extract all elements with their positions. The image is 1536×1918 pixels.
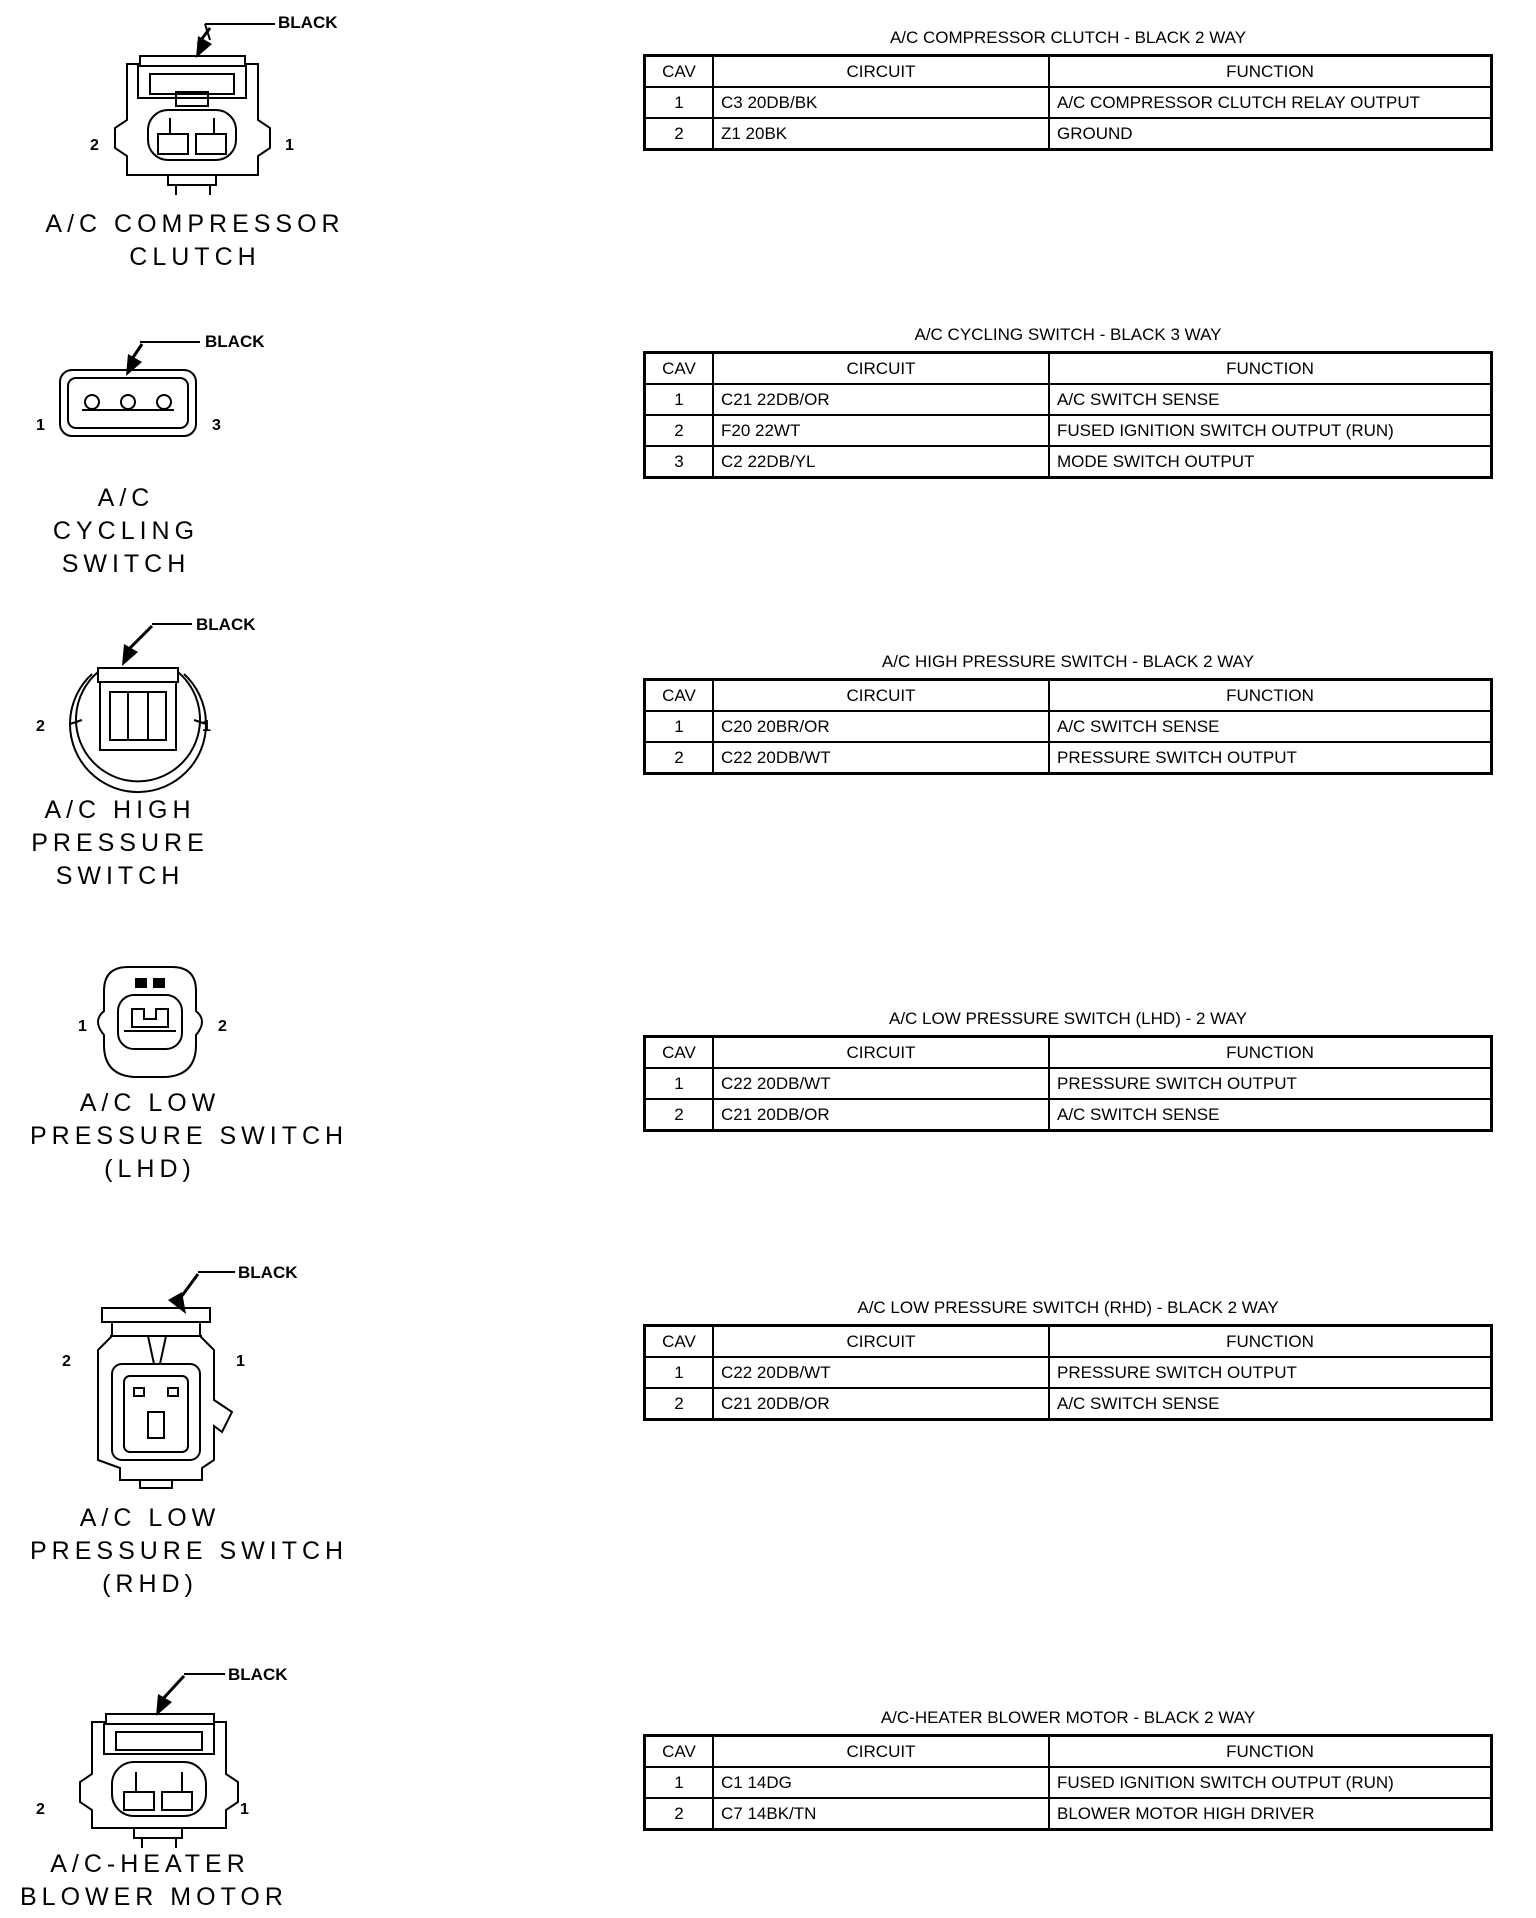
cell-cav: 1 (645, 87, 714, 118)
blower-motor-pin-label-left: 2 (36, 1801, 45, 1818)
low-pressure-switch-rhd-table-title: A/C LOW PRESSURE SWITCH (RHD) - BLACK 2 WAY (857, 1298, 1279, 1317)
table-header-row (645, 56, 1492, 88)
cycling-switch-pin-table (643, 351, 1493, 479)
cell-function: PRESSURE SWITCH OUTPUT (1049, 1357, 1492, 1388)
low-pressure-switch-lhd-pin-table (643, 1035, 1493, 1132)
header-cav: CAV (645, 1037, 714, 1069)
high-pressure-switch-name-line: A/C HIGH (44, 796, 196, 824)
cell-circuit: C20 20BR/OR (713, 711, 1049, 742)
connector-section-blower-motor (0, 1650, 1536, 1918)
table-header-row (645, 1037, 1492, 1069)
table-header-row (645, 353, 1492, 385)
cell-cav: 1 (645, 1767, 714, 1798)
cell-cav: 2 (645, 1388, 714, 1420)
cell-function: A/C SWITCH SENSE (1049, 711, 1492, 742)
cell-circuit: C22 20DB/WT (713, 1068, 1049, 1099)
table-row (645, 711, 1492, 742)
cell-cav: 2 (645, 415, 714, 446)
low-pressure-switch-lhd-name (30, 1087, 349, 1186)
header-circuit: CIRCUIT (713, 1326, 1049, 1358)
cell-circuit: C22 20DB/WT (713, 1357, 1049, 1388)
header-cav: CAV (645, 56, 714, 88)
table-row (645, 1767, 1492, 1798)
cell-cav: 1 (645, 711, 714, 742)
cell-cav: 1 (645, 1357, 714, 1388)
cell-circuit: F20 22WT (713, 415, 1049, 446)
table-row (645, 118, 1492, 150)
header-function: FUNCTION (1049, 353, 1492, 385)
cell-function: A/C COMPRESSOR CLUTCH RELAY OUTPUT (1049, 87, 1492, 118)
cycling-switch-name-line: A/C (97, 484, 155, 512)
high-pressure-switch-pin-label-right: 1 (202, 718, 211, 735)
blower-motor-name-line: A/C-HEATER (50, 1850, 250, 1878)
header-cav: CAV (645, 1326, 714, 1358)
cell-circuit: C7 14BK/TN (713, 1798, 1049, 1830)
compressor-clutch-pin-table (643, 54, 1493, 151)
cell-cav: 2 (645, 1099, 714, 1131)
connector-section-low-pressure-switch-rhd (0, 1240, 1536, 1610)
low-pressure-switch-rhd-pin-label-left: 2 (62, 1353, 71, 1370)
cell-cav: 2 (645, 118, 714, 150)
cell-function: FUSED IGNITION SWITCH OUTPUT (RUN) (1049, 415, 1492, 446)
connector-section-compressor-clutch (0, 0, 1536, 300)
low-pressure-switch-lhd-pin-label-right: 2 (218, 1018, 227, 1035)
cell-circuit: C2 22DB/YL (713, 446, 1049, 478)
high-pressure-switch-name-line: SWITCH (55, 862, 185, 890)
low-pressure-switch-lhd-name-line: A/C LOW (79, 1089, 221, 1117)
table-row (645, 87, 1492, 118)
table-row (645, 415, 1492, 446)
cell-circuit: C21 20DB/OR (713, 1099, 1049, 1131)
cell-function: PRESSURE SWITCH OUTPUT (1049, 1068, 1492, 1099)
cell-function: MODE SWITCH OUTPUT (1049, 446, 1492, 478)
cell-function: BLOWER MOTOR HIGH DRIVER (1049, 1798, 1492, 1830)
header-function: FUNCTION (1049, 680, 1492, 712)
table-row (645, 1068, 1492, 1099)
header-circuit: CIRCUIT (713, 680, 1049, 712)
cycling-switch-name (26, 482, 226, 581)
cell-cav: 1 (645, 384, 714, 415)
cell-cav: 3 (645, 446, 714, 478)
cell-circuit: C21 22DB/OR (713, 384, 1049, 415)
connector-section-high-pressure-switch (0, 600, 1536, 900)
cell-function: GROUND (1049, 118, 1492, 150)
header-circuit: CIRCUIT (713, 56, 1049, 88)
compressor-clutch-table-title: A/C COMPRESSOR CLUTCH - BLACK 2 WAY (889, 28, 1247, 47)
header-function: FUNCTION (1049, 1736, 1492, 1768)
cell-cav: 2 (645, 1798, 714, 1830)
blower-motor-name (20, 1848, 288, 1914)
compressor-clutch-pin-label-right: 1 (285, 137, 294, 154)
compressor-clutch-name-line: CLUTCH (129, 243, 261, 271)
cycling-switch-pin-label-right: 3 (212, 417, 221, 434)
header-function: FUNCTION (1049, 1326, 1492, 1358)
table-header-row (645, 1326, 1492, 1358)
cycling-switch-name-line: CYCLING (52, 517, 200, 545)
table-header-row (645, 1736, 1492, 1768)
table-row (645, 742, 1492, 774)
cell-function: A/C SWITCH SENSE (1049, 1388, 1492, 1420)
blower-motor-name-line: BLOWER MOTOR (20, 1883, 288, 1911)
cell-circuit: Z1 20BK (713, 118, 1049, 150)
compressor-clutch-name (40, 208, 350, 274)
cycling-switch-table-title: A/C CYCLING SWITCH - BLACK 3 WAY (914, 325, 1222, 344)
high-pressure-switch-name (20, 794, 220, 893)
low-pressure-switch-rhd-name (30, 1502, 349, 1601)
low-pressure-switch-rhd-name-line: A/C LOW (79, 1504, 221, 1532)
low-pressure-switch-rhd-name-line: PRESSURE SWITCH (30, 1537, 349, 1565)
compressor-clutch-pin-label-left: 2 (90, 137, 99, 154)
table-header-row (645, 680, 1492, 712)
table-row (645, 384, 1492, 415)
high-pressure-switch-pin-table (643, 678, 1493, 775)
header-cav: CAV (645, 353, 714, 385)
blower-motor-pin-table (643, 1734, 1493, 1831)
cell-function: A/C SWITCH SENSE (1049, 384, 1492, 415)
table-row (645, 1388, 1492, 1420)
cycling-switch-name-line: SWITCH (61, 550, 191, 578)
header-function: FUNCTION (1049, 56, 1492, 88)
cell-circuit: C3 20DB/BK (713, 87, 1049, 118)
low-pressure-switch-lhd-name-line: (LHD) (104, 1155, 196, 1183)
compressor-clutch-color-label: BLACK (278, 13, 338, 32)
blower-motor-table-title: A/C-HEATER BLOWER MOTOR - BLACK 2 WAY (880, 1708, 1256, 1727)
connector-section-cycling-switch (0, 320, 1536, 590)
cell-function: FUSED IGNITION SWITCH OUTPUT (RUN) (1049, 1767, 1492, 1798)
low-pressure-switch-lhd-name-line: PRESSURE SWITCH (30, 1122, 349, 1150)
blower-motor-color-label: BLACK (228, 1665, 288, 1684)
low-pressure-switch-rhd-color-label: BLACK (238, 1263, 298, 1282)
low-pressure-switch-rhd-pin-table (643, 1324, 1493, 1421)
connector-section-low-pressure-switch-lhd (0, 955, 1536, 1205)
cell-cav: 2 (645, 742, 714, 774)
cell-circuit: C22 20DB/WT (713, 742, 1049, 774)
high-pressure-switch-color-label: BLACK (196, 615, 256, 634)
cell-cav: 1 (645, 1068, 714, 1099)
table-row (645, 1357, 1492, 1388)
high-pressure-switch-name-line: PRESSURE (31, 829, 209, 857)
header-cav: CAV (645, 1736, 714, 1768)
low-pressure-switch-lhd-pin-label-left: 1 (78, 1018, 87, 1035)
cell-function: PRESSURE SWITCH OUTPUT (1049, 742, 1492, 774)
high-pressure-switch-pin-label-left: 2 (36, 718, 45, 735)
cycling-switch-pin-label-left: 1 (36, 417, 45, 434)
cell-circuit: C21 20DB/OR (713, 1388, 1049, 1420)
low-pressure-switch-rhd-pin-label-right: 1 (236, 1353, 245, 1370)
header-circuit: CIRCUIT (713, 1037, 1049, 1069)
cycling-switch-color-label: BLACK (205, 332, 265, 351)
low-pressure-switch-lhd-table-title: A/C LOW PRESSURE SWITCH (LHD) - 2 WAY (889, 1009, 1247, 1028)
cell-circuit: C1 14DG (713, 1767, 1049, 1798)
cell-function: A/C SWITCH SENSE (1049, 1099, 1492, 1131)
header-cav: CAV (645, 680, 714, 712)
header-function: FUNCTION (1049, 1037, 1492, 1069)
table-row (645, 446, 1492, 478)
low-pressure-switch-rhd-name-line: (RHD) (102, 1570, 198, 1598)
blower-motor-pin-label-right: 1 (240, 1801, 249, 1818)
compressor-clutch-name-line: A/C COMPRESSOR (45, 210, 345, 238)
header-circuit: CIRCUIT (713, 1736, 1049, 1768)
table-row (645, 1798, 1492, 1830)
table-row (645, 1099, 1492, 1131)
header-circuit: CIRCUIT (713, 353, 1049, 385)
high-pressure-switch-table-title: A/C HIGH PRESSURE SWITCH - BLACK 2 WAY (881, 652, 1255, 671)
